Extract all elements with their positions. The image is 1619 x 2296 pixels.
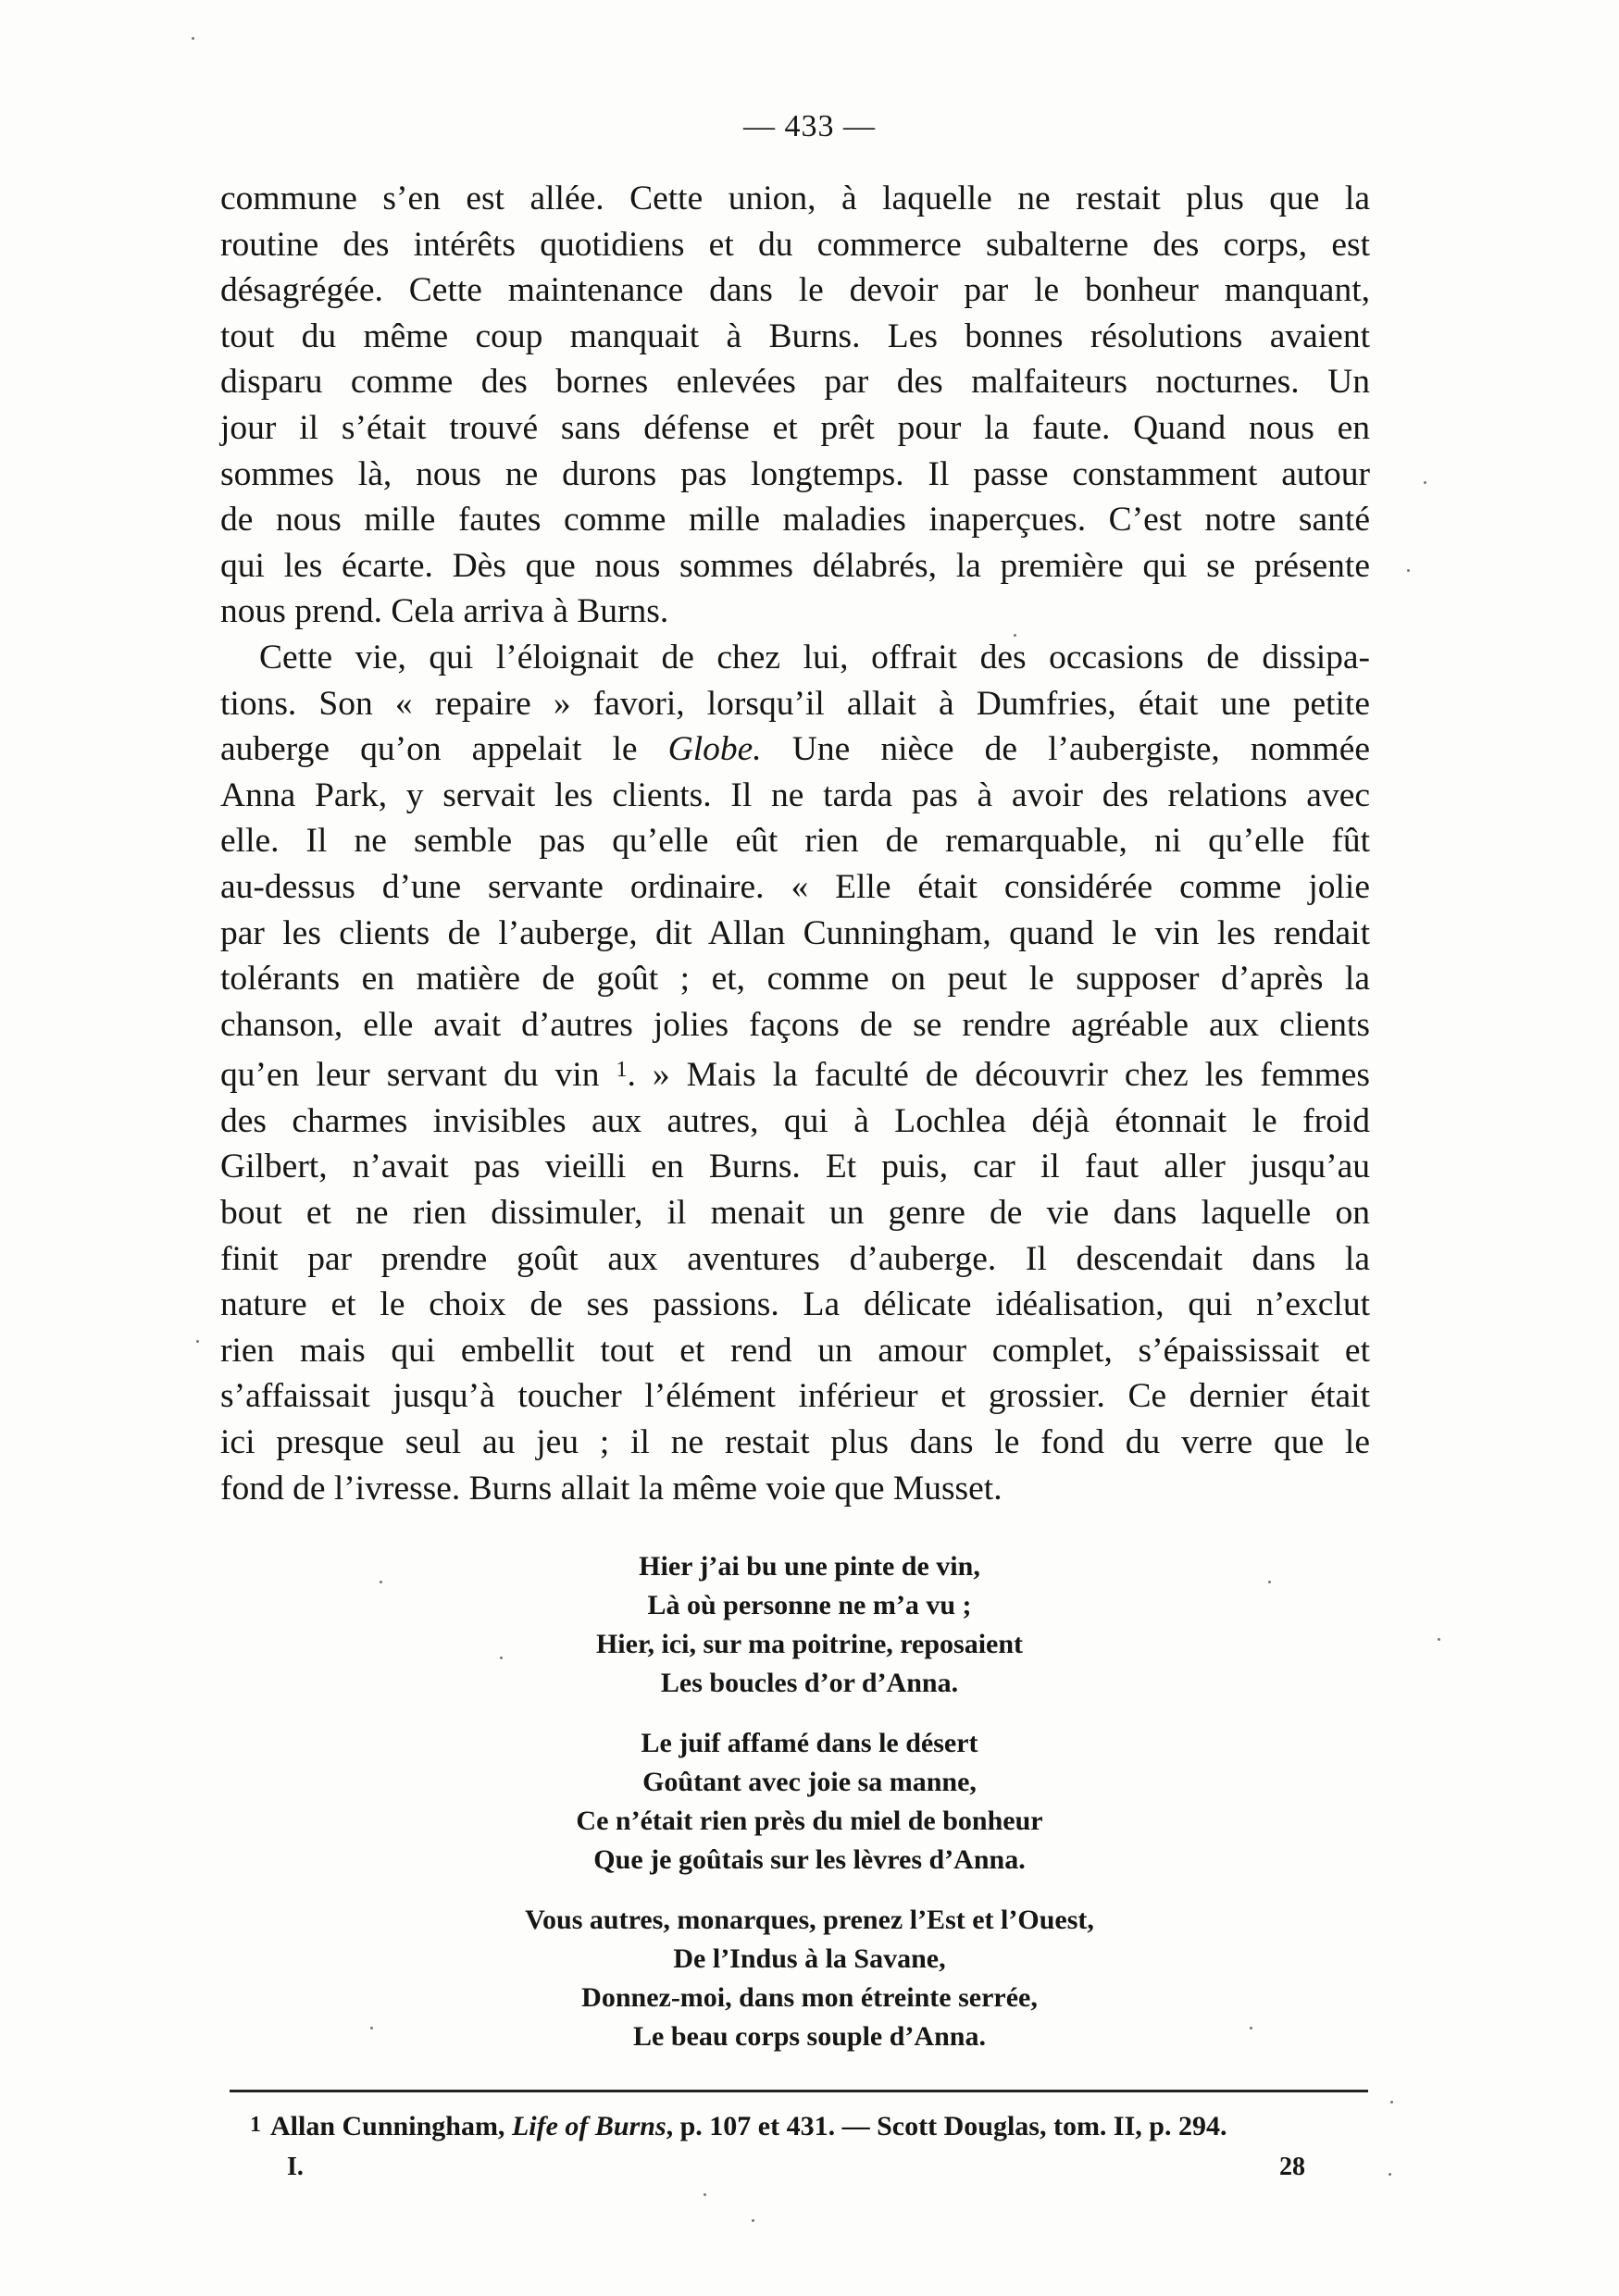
poem-verse: Donnez-moi, dans mon étreinte serrée,: [581, 1982, 1038, 2013]
poem-verse: De l’Indus à la Savane,: [673, 1943, 946, 1974]
text-line: au-dessus d’une servante ordinaire. « Elle était considérée comme jolie: [220, 867, 1370, 906]
text-line: Cette vie, qui l’éloignait de chez lui, offrait des occasions de dissipa-: [259, 638, 1370, 676]
scan-speck: [1438, 1638, 1440, 1641]
italic-title: Globe.: [667, 730, 762, 769]
text-line-with-italic: [220, 726, 1370, 773]
footnote-marker: 1: [250, 2113, 261, 2137]
poem: [0, 1547, 1619, 2078]
poem-verse: Vous autres, monarques, prenez l’Est et l’Ouest,: [525, 1905, 1094, 1935]
text-line: de nous mille fautes comme mille maladies inaperçues. C’est notre santé: [220, 501, 1370, 540]
poem-verse: Hier, ici, sur ma poitrine, reposaient: [595, 1629, 1024, 1659]
text-line: qui les écarte. Dès que nous sommes délabrés, la première qui se présente: [220, 546, 1370, 585]
text-line: sommes là, nous ne durons pas longtemps. Il passe constamment autour: [220, 454, 1370, 493]
text-line: chanson, elle avait d’autres jolies façons de se rendre agréable aux clients: [220, 1005, 1370, 1044]
scan-speck: [370, 2027, 373, 2029]
scan-speck: [500, 1657, 503, 1659]
body-text: [220, 176, 1370, 1511]
text-line: nous prend. Cela arriva à Burns.: [220, 592, 669, 631]
text-line-with-footnote-ref: [220, 1048, 1370, 1098]
page-number: — 433 —: [743, 109, 876, 143]
poem-stanza: [0, 1547, 1619, 1703]
scan-speck: [1424, 481, 1426, 484]
scan-speck: [192, 37, 194, 40]
footnote-title: Life of Burns: [511, 2111, 666, 2141]
text-segment: qu’en leur servant du vin: [220, 1056, 600, 1095]
text-line: routine des intérêts quotidiens et du commerce subalterne des corps, est: [220, 225, 1370, 264]
volume-mark: I.: [287, 2153, 304, 2181]
poem-verse: Hier j’ai bu une pinte de vin,: [639, 1551, 980, 1582]
scan-speck: [380, 1581, 382, 1583]
scan-speck: [1250, 2027, 1252, 2029]
poem-verse: Le beau corps souple d’Anna.: [633, 2021, 986, 2052]
poem-verse: Là où personne ne m’a vu ;: [647, 1590, 972, 1620]
poem-verse: Le juif affamé dans le désert: [641, 1728, 978, 1758]
scan-speck: [1268, 1581, 1271, 1583]
text-line: tout du même coup manquait à Burns. Les bonnes résolutions avaient: [220, 316, 1370, 355]
text-line: des charmes invisibles aux autres, qui à Lochlea déjà étonnait le froid: [220, 1101, 1370, 1140]
text-line: nature et le choix de ses passions. La délicate idéalisation, qui n’exclut: [220, 1285, 1370, 1324]
text-line: commune s’en est allée. Cette union, à laquelle ne restait plus que la: [220, 180, 1370, 217]
scan-speck: [1389, 2173, 1391, 2176]
text-line: Anna Park, y servait les clients. Il ne tarda pas à avoir des relations avec: [220, 776, 1370, 814]
text-line: tolérants en matière de goût ; et, comme on peut le supposer d’après la: [220, 960, 1370, 999]
footnote-reference[interactable]: 1: [616, 1058, 628, 1083]
text-line: ici presque seul au jeu ; il ne restait plus dans le fond du verre que le: [220, 1423, 1370, 1462]
sheet-signature: 28: [1279, 2153, 1305, 2181]
footnote: [250, 2106, 1372, 2145]
text-segment: . » Mais la faculté de découvrir chez les femmes: [627, 1056, 1371, 1095]
scan-speck: [704, 2193, 706, 2196]
scan-speck: [1407, 569, 1410, 572]
scan-speck: [752, 2219, 754, 2222]
poem-verse: Ce n’était rien près du miel de bonheur: [576, 1806, 1043, 1836]
text-line: jour il s’était trouvé sans défense et prêt pour la faute. Quand nous en: [220, 408, 1370, 447]
text-line: fond de l’ivresse. Burns allait la même voie que Musset.: [220, 1469, 1003, 1508]
poem-stanza: [0, 1724, 1619, 1880]
text-line: par les clients de l’auberge, dit Allan Cunningham, quand le vin les rendait: [220, 913, 1370, 952]
scan-speck: [196, 1340, 199, 1343]
text-line: rien mais qui embellit tout et rend un amour complet, s’épaississait et: [220, 1331, 1370, 1370]
text-line: Gilbert, n’avait pas vieilli en Burns. Et puis, car il faut aller jusqu’au: [220, 1148, 1370, 1186]
footnote-author: Allan Cunningham,: [270, 2111, 512, 2141]
scan-speck: [1390, 2101, 1393, 2104]
text-segment: auberge qu’on appelait le: [220, 730, 638, 769]
scan-speck: [1014, 634, 1016, 637]
poem-stanza: [0, 1901, 1619, 2056]
text-line: désagrégée. Cette maintenance dans le devoir par le bonheur manquant,: [220, 271, 1370, 310]
text-line: s’affaissait jusqu’à toucher l’élément inférieur et grossier. Ce dernier était: [220, 1377, 1370, 1416]
text-line: elle. Il ne semble pas qu’elle eût rien de remarquable, ni qu’elle fût: [220, 822, 1370, 861]
text-line: bout et ne rien dissimuler, il menait un genre de vie dans laquelle on: [220, 1194, 1370, 1233]
text-line: finit par prendre goût aux aventures d’auberge. Il descendait dans la: [220, 1239, 1370, 1278]
poem-verse: Goûtant avec joie sa manne,: [642, 1767, 977, 1797]
poem-verse: Les boucles d’or d’Anna.: [660, 1668, 959, 1698]
text-segment: Une nièce de l’aubergiste, nommée: [761, 730, 1371, 769]
footnote-divider: [230, 2090, 1368, 2092]
footnote-citation: , p. 107 et 431. — Scott Douglas, tom. II, p. 294.: [666, 2111, 1227, 2141]
text-line: disparu comme des bornes enlevées par des malfaiteurs nocturnes. Un: [220, 363, 1370, 402]
text-line: tions. Son « repaire » favori, lorsqu’il allait à Dumfries, était une petite: [220, 684, 1370, 723]
poem-verse: Que je goûtais sur les lèvres d’Anna.: [593, 1844, 1026, 1875]
